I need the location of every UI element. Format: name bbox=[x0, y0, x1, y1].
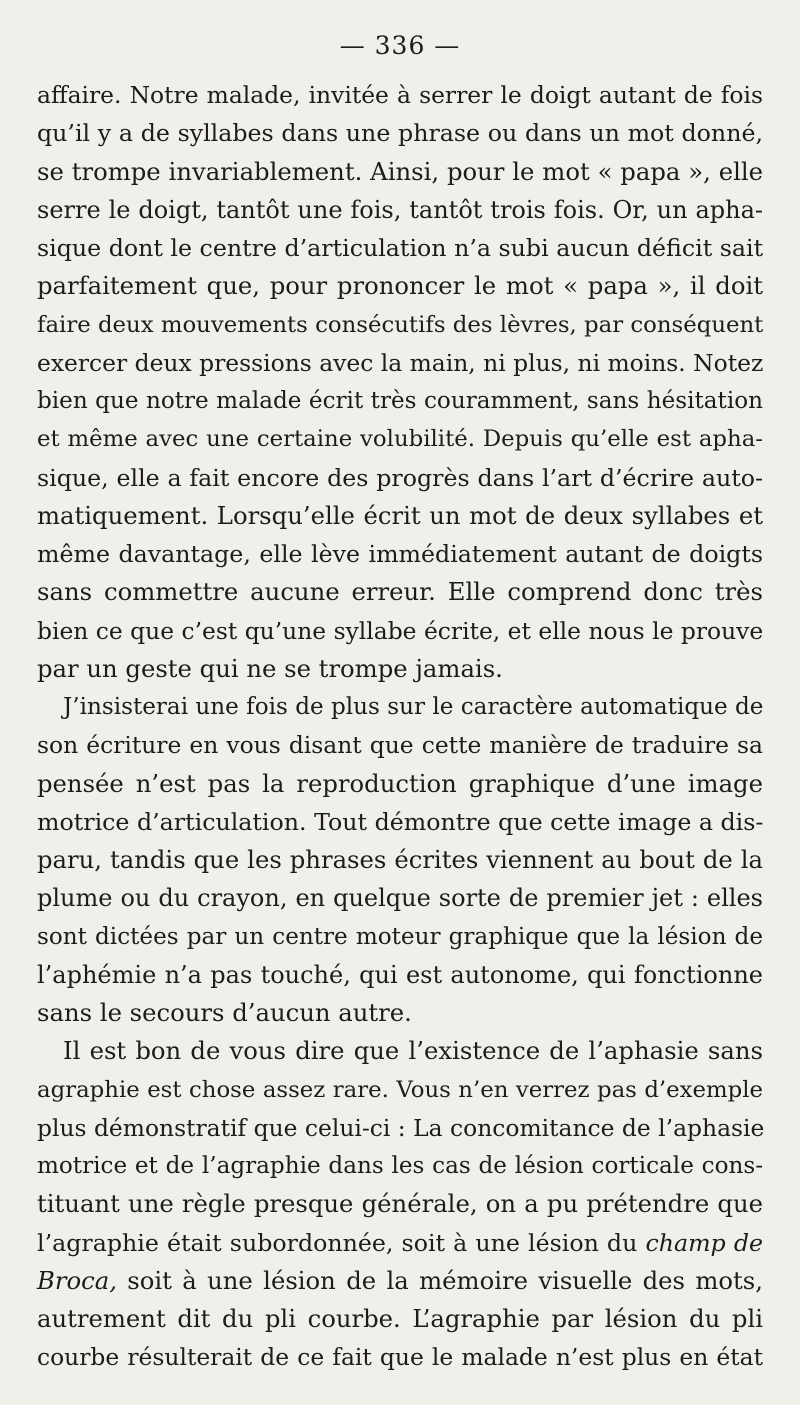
text-line: sique, elle a fait encore des progrès dans l’art d’écrire auto- bbox=[37, 464, 763, 492]
text-line: sique dont le centre d’articulation n’a subi aucun déficit sait bbox=[37, 234, 764, 262]
text-line: plume ou du crayon, en quelque sorte de premier jet : elles bbox=[37, 884, 763, 912]
text-line: sans commettre aucune erreur. Elle comprend donc très bbox=[37, 577, 763, 606]
text-line: sont dictées par un centre moteur graphique que la lésion de bbox=[37, 924, 763, 950]
text-line: qu’il y a de syllabes dans une phrase ou dans un mot donné, bbox=[37, 119, 763, 147]
text-line: serre le doigt, tantôt une fois, tantôt trois fois. Or, un apha- bbox=[37, 196, 763, 224]
text-line: affaire. Notre malade, invitée à serrer le doigt autant de fois bbox=[37, 81, 763, 109]
text-line: motrice et de l’agraphie dans les cas de lésion corticale cons- bbox=[37, 1153, 763, 1179]
text-line: se trompe invariablement. Ainsi, pour le mot « papa », elle bbox=[37, 157, 763, 186]
text-line: son écriture en vous disant que cette manière de traduire sa bbox=[37, 731, 763, 759]
text-line: l’aphémie n’a pas touché, qui est autonome, qui fonctionne bbox=[37, 961, 763, 989]
text-line: sans le secours d’aucun autre. bbox=[37, 998, 412, 1027]
text-line: motrice d’articulation. Tout démontre que cette image a dis- bbox=[37, 808, 764, 836]
text-line: matiquement. Lorsqu’elle écrit un mot de deux syllabes et bbox=[37, 501, 763, 530]
text-line: parfaitement que, pour prononcer le mot « papa », il doit bbox=[37, 271, 763, 300]
text-line: bien que notre malade écrit très couramment, sans hésitation bbox=[37, 388, 763, 414]
text-line: autrement dit du pli courbe. L’agraphie par lésion du pli bbox=[37, 1304, 763, 1333]
text-line: faire deux mouvements consécutifs des lèvres, par conséquent bbox=[37, 312, 764, 338]
italic-term: champ de bbox=[645, 1229, 763, 1257]
text-line bbox=[37, 1224, 763, 1262]
text-line: pensée n’est pas la reproduction graphique d’une image bbox=[37, 769, 763, 798]
italic-term: Broca, bbox=[37, 1266, 117, 1295]
text-line: tituant une règle presque générale, on a pu prétendre que bbox=[37, 1189, 763, 1218]
text-line: exercer deux pressions avec la main, ni plus, ni moins. Notez bbox=[37, 349, 764, 377]
text-line: même davantage, elle lève immédiatement autant de doigts bbox=[37, 540, 763, 568]
text-line: courbe résulterait de ce fait que le malade n’est plus en état bbox=[37, 1343, 763, 1371]
text-line: et même avec une certaine volubilité. Depuis qu’elle est apha- bbox=[37, 426, 763, 452]
text-line: Il est bon de vous dire que l’existence de l’aphasie sans bbox=[63, 1036, 763, 1065]
text-line: plus démonstratif que celui-ci : La concomitance de l’aphasie bbox=[37, 1114, 765, 1142]
text-line: par un geste qui ne se trompe jamais. bbox=[37, 654, 503, 683]
page-number: — 336 — bbox=[339, 31, 461, 60]
text-line: J’insisterai une fois de plus sur le caractère automatique de bbox=[63, 694, 764, 720]
line-text: l’agraphie était subordonnée, soit à une lésion du bbox=[37, 1229, 646, 1257]
line-text: soit à une lésion de la mémoire visuelle des mots, bbox=[116, 1266, 763, 1295]
text-line: bien ce que c’est qu’une syllabe écrite, et elle nous le prouve bbox=[37, 617, 764, 645]
text-line bbox=[37, 1262, 763, 1300]
text-line: paru, tandis que les phrases écrites viennent au bout de la bbox=[37, 845, 763, 874]
text-line: agraphie est chose assez rare. Vous n’en verrez pas d’exemple bbox=[37, 1077, 763, 1103]
